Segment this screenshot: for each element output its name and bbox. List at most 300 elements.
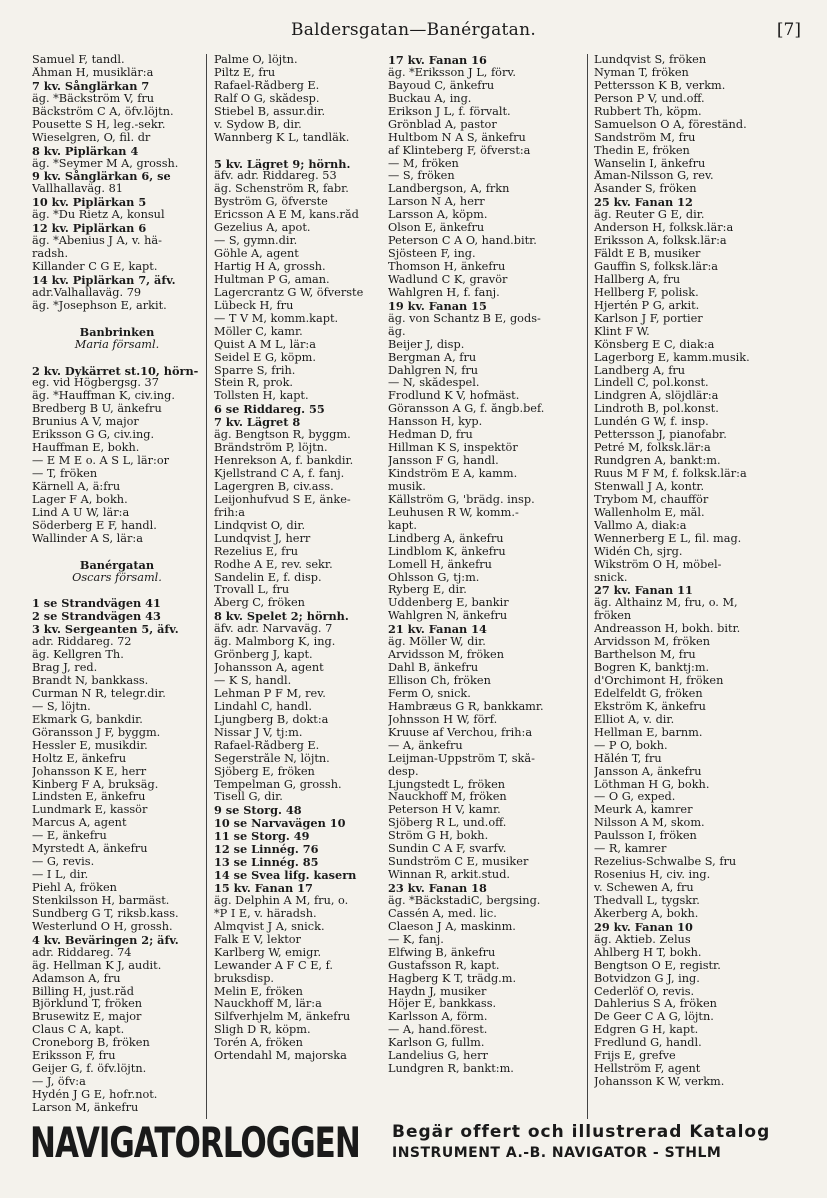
directory-entry: Widén Ch, sjrg. xyxy=(594,545,683,558)
directory-entry: Rafael-Rådberg E. xyxy=(214,739,320,752)
directory-entry: Göransson A G, f. ångb.bef. xyxy=(388,403,545,416)
directory-entry: 8 kv. Spelet 2; hörnh. xyxy=(214,610,349,624)
directory-entry: äg. *Seymer M A, grossh. xyxy=(32,157,179,170)
directory-entry: Killander C G E, kapt. xyxy=(32,261,158,273)
directory-entry: 7 kv. Lägret 8 xyxy=(214,416,301,430)
column-2 xyxy=(214,54,380,1119)
directory-entry: desp. xyxy=(388,765,419,778)
directory-entry: musik. xyxy=(388,480,426,493)
directory-entry: Wikström O H, möbel- xyxy=(594,558,722,571)
directory-entry: Pousette S H, leg.-sekr. xyxy=(32,118,166,131)
directory-entry: Claus C A, kapt. xyxy=(32,1024,125,1037)
directory-entry: Karlsson A, förm. xyxy=(388,1011,488,1024)
directory-entry: Lindroth B, pol.konst. xyxy=(594,403,719,416)
directory-entry: äg. *Abenius J A, v. hä- xyxy=(32,235,162,248)
directory-entry: kapt. xyxy=(388,519,417,532)
directory-entry: Åhman H, musiklär:a xyxy=(32,66,154,79)
directory-entry: Nauckhoff M, fröken xyxy=(388,791,507,804)
directory-entry: Ljungstedt L, fröken xyxy=(388,778,506,791)
page-number: [7] xyxy=(776,20,801,40)
directory-entry: *P I E, v. häradsh. xyxy=(214,907,317,920)
page-header xyxy=(0,20,827,50)
directory-entry: Torén A, fröken xyxy=(214,1037,303,1050)
directory-entry: Brusewitz E, major xyxy=(32,1011,142,1024)
directory-entry: 9 se Storg. 48 xyxy=(214,804,302,818)
directory-entry: Frijs E, grefve xyxy=(594,1050,676,1063)
directory-entry: snick. xyxy=(594,571,628,584)
directory-entry xyxy=(32,584,202,597)
running-title: Baldersgatan—Banérgatan. xyxy=(290,20,537,40)
directory-entry: Leijman-Uppström T, skå- xyxy=(388,752,535,765)
directory-entry: Trovall L, fru xyxy=(214,584,290,597)
directory-entry: Marcus A, agent xyxy=(32,817,127,830)
directory-entry: Rubbert Th, köpm. xyxy=(594,105,702,118)
directory-entry: Winnan R, arkit.stud. xyxy=(388,869,511,882)
directory-entry: Peterson H V, kamr. xyxy=(388,804,501,817)
directory-entry: 29 kv. Fanan 10 xyxy=(594,920,693,934)
directory-entry: äg. Möller W, dir. xyxy=(388,636,486,649)
column-divider xyxy=(206,54,207,1119)
directory-entry: Hålén T, fru xyxy=(594,752,662,765)
directory-entry: Lübeck H, fru xyxy=(214,299,294,312)
directory-entry: Westerlund O H, grossh. xyxy=(32,920,173,933)
directory-entry: Könsberg E C, diak:a xyxy=(594,338,715,351)
directory-entry: Tisell G, dir. xyxy=(214,791,283,804)
directory-entry: Byström G, öfverste xyxy=(214,196,328,209)
directory-entry: Sundin C A F, svarfv. xyxy=(388,843,507,856)
directory-entry: Botvidzon G J, ing. xyxy=(594,972,700,985)
directory-entry: Anderson H, folksk.lär:a xyxy=(594,222,734,235)
directory-entry: Piehl A, fröken xyxy=(32,882,117,894)
directory-entry: Sjöberg R L, und.off. xyxy=(388,817,507,830)
directory-entry: Ahlberg H T, bokh. xyxy=(594,946,702,959)
directory-entry: Stein R, prok. xyxy=(214,377,294,390)
directory-entry: Wieselgren, O, fil. dr xyxy=(32,131,151,144)
directory-entry: Larson M, änkefru xyxy=(32,1101,139,1114)
directory-entry: — M, fröken xyxy=(388,157,459,170)
directory-entry: Rodhe A E, rev. sekr. xyxy=(214,558,333,571)
directory-entry: Ralf O G, skådesp. xyxy=(214,92,320,105)
directory-entry: Frodlund K V, hofmäst. xyxy=(388,390,520,403)
directory-entry xyxy=(32,313,202,326)
directory-entry: Hambræus G R, bankkamr. xyxy=(388,700,544,713)
directory-entry: Meurk A, kamrer xyxy=(594,804,693,817)
directory-entry: Melin E, fröken xyxy=(214,985,303,998)
directory-entry: — A, hand.förest. xyxy=(388,1024,488,1037)
directory-entry: — S, fröken xyxy=(388,170,455,183)
directory-entry: Lundmark E, kassör xyxy=(32,804,148,817)
directory-entry: Ruus M F M, f. folksk.lär:a xyxy=(594,468,747,480)
directory-entry: Rosenius H, civ. ing. xyxy=(594,869,711,882)
directory-entry: Landberg A, fru xyxy=(594,364,686,377)
directory-entry: — P O, bokh. xyxy=(594,739,668,752)
directory-entry: 14 se Svea lifg. kasern xyxy=(214,869,357,882)
directory-entry: äfv. adr. Narvaväg. 7 xyxy=(214,623,333,636)
directory-entry: Dahl B, änkefru xyxy=(388,662,479,675)
directory-entry: Edgren G H, kapt. xyxy=(594,1024,699,1037)
directory-entry: 17 kv. Fanan 16 xyxy=(388,54,487,67)
directory-entry: Ekström K, änkefru xyxy=(594,700,706,713)
directory-entry: Brunius A V, major xyxy=(32,416,139,429)
directory-entry: 7 kv. Sånglärkan 7 xyxy=(32,79,150,93)
directory-entry: Buckau A, ing. xyxy=(388,92,472,105)
directory-entry: 10 se Narvavägen 10 xyxy=(214,817,346,831)
directory-entry: Sandström M, fru xyxy=(594,131,696,144)
directory-entry: Lomell H, änkefru xyxy=(388,558,492,571)
directory-entry: Thedin E, fröken xyxy=(594,144,690,157)
directory-entry: Almqvist J A, snick. xyxy=(214,920,325,933)
directory-entry: Eriksson A, folksk.lär:a xyxy=(594,235,727,248)
directory-entry: Vallhallaväg. 81 xyxy=(32,183,123,196)
directory-entry: Dahlerius S A, fröken xyxy=(594,998,717,1011)
column-4 xyxy=(594,54,804,1119)
directory-entry: Ericsson A E M, kans.råd xyxy=(214,209,359,222)
directory-entry: Landbergson, A, frkn xyxy=(388,183,510,196)
directory-entry: Quist A M L, lär:a xyxy=(214,338,316,351)
directory-entry: — K S, handl. xyxy=(214,675,292,687)
directory-entry: Fredlund G, handl. xyxy=(594,1037,702,1050)
directory-entry: 1 se Strandvägen 41 xyxy=(32,597,161,611)
directory-entry: Bengtson O E, registr. xyxy=(594,959,721,972)
directory-entry: 12 kv. Piplärkan 6 xyxy=(32,222,147,236)
directory-entry: Larsson A, köpm. xyxy=(388,209,488,222)
directory-entry: — T V M, komm.kapt. xyxy=(214,312,339,325)
directory-entry: Larson N A, herr xyxy=(388,196,485,209)
directory-entry: 25 kv. Fanan 12 xyxy=(594,196,693,210)
directory-entry: af Klinteberg F, öfverst:a xyxy=(388,144,531,157)
directory-entry: Kjellstrand C A, f. fanj. xyxy=(214,468,345,480)
directory-entry: — N, skådespel. xyxy=(388,377,480,390)
directory-entry: Wahlgren H, f. fanj. xyxy=(388,286,500,299)
directory-entry: Rezelius E, fru xyxy=(214,545,299,558)
directory-entry: Nilsson A M, skom. xyxy=(594,817,705,830)
directory-entry: Gustafsson R, kapt. xyxy=(388,959,500,972)
directory-entry: Ekmark G, bankdir. xyxy=(32,713,143,726)
directory-entry: 15 kv. Fanan 17 xyxy=(214,882,313,895)
directory-entry: 13 se Linnég. 85 xyxy=(214,856,319,870)
directory-entry: Nauckhoff M, lär:a xyxy=(214,998,322,1011)
directory-entry: Hartig H A, grossh. xyxy=(214,261,326,273)
directory-entry: Hillman K S, inspektör xyxy=(388,442,518,455)
directory-entry: 21 kv. Fanan 14 xyxy=(388,623,487,637)
directory-entry: 2 kv. Dykärret st.10, hörn- xyxy=(32,364,199,378)
directory-entry: Tempelman G, grossh. xyxy=(214,778,342,791)
directory-entry: Ohlsson G, tj:m. xyxy=(388,571,480,584)
directory-entry: Åman-Nilsson G, rev. xyxy=(594,170,714,183)
directory-entry: Göhle A, agent xyxy=(214,248,299,261)
directory-entry: fröken xyxy=(594,610,632,623)
directory-entry: Lindblom K, änkefru xyxy=(388,545,506,558)
directory-entry: Thomson H, änkefru xyxy=(388,261,506,273)
directory-entry: Samuel F, tandl. xyxy=(32,54,125,66)
directory-entry: — A, änkefru xyxy=(388,739,463,752)
directory-entry: äg. *BäckstadiC, bergsing. xyxy=(388,894,541,907)
directory-entry: Wanselin I, änkefru xyxy=(594,157,706,170)
directory-entry: Björklund T, fröken xyxy=(32,998,143,1011)
directory-entry: Bäckström C A, öfv.löjtn. xyxy=(32,105,174,118)
directory-entry: Höjer E, bankkass. xyxy=(388,998,497,1011)
directory-entry: Johansson A, agent xyxy=(214,662,324,675)
directory-entry: Vallmo A, diak:a xyxy=(594,519,687,532)
directory-entry: 8 kv. Piplärkan 4 xyxy=(32,144,139,158)
directory-entry: Holtz E, änkefru xyxy=(32,752,127,765)
directory-entry: Nissar J V, tj:m. xyxy=(214,726,303,739)
directory-entry: Trybom M, chaufför xyxy=(594,493,709,506)
directory-entry: Lindqvist O, dir. xyxy=(214,519,306,532)
directory-entry: — T, fröken xyxy=(32,468,98,480)
directory-entry: Hagberg K T, trädg.m. xyxy=(388,972,517,985)
directory-entry: Hallberg A, fru xyxy=(594,273,681,286)
directory-entry: Wadlund C K, gravör xyxy=(388,273,508,286)
directory-entry: Hellberg F, polisk. xyxy=(594,286,699,299)
directory-entry: Brändström P, löjtn. xyxy=(214,442,328,455)
directory-entry: v. Schewen A, fru xyxy=(594,882,694,894)
street-heading: Banbrinken xyxy=(79,325,155,339)
directory-entry: Jansson F G, handl. xyxy=(388,455,499,468)
directory-entry: Lehman P F M, rev. xyxy=(214,687,326,700)
directory-columns xyxy=(32,54,804,1119)
directory-entry: Lundqvist S, fröken xyxy=(594,54,707,66)
directory-entry: Söderberg E F, handl. xyxy=(32,519,157,532)
ad-tagline: Begär offert och illustrerad Katalog xyxy=(392,1122,771,1142)
directory-entry: d'Orchimont H, fröken xyxy=(594,675,724,687)
directory-entry: — R, kamrer xyxy=(594,843,667,856)
directory-entry: Arvidsson M, fröken xyxy=(388,649,504,662)
directory-entry: Haydn J, musiker xyxy=(388,985,487,998)
directory-entry: 6 se Riddareg. 55 xyxy=(214,403,325,417)
directory-entry: Myrstedt A, änkefru xyxy=(32,843,148,856)
directory-entry: Möller C, kamr. xyxy=(214,325,303,338)
directory-entry: — S, löjtn. xyxy=(32,700,91,713)
brand-name: NAVIGATORLOGGEN xyxy=(30,1119,360,1168)
directory-entry: Lundgren R, bankt:m. xyxy=(388,1063,514,1076)
directory-entry: äg. *Josephson E, arkit. xyxy=(32,299,167,312)
directory-entry: Rafael-Rådberg E. xyxy=(214,79,320,92)
directory-entry: Åkerberg A, bokh. xyxy=(594,907,699,920)
directory-entry: äg. Bengtson R, byggm. xyxy=(214,429,351,442)
directory-entry: Ellison Ch, fröken xyxy=(388,675,491,687)
directory-entry: Landelius G, herr xyxy=(388,1050,488,1063)
directory-entry: Elliot A, v. dir. xyxy=(594,713,675,726)
directory-entry: Rundgren A, bankt:m. xyxy=(594,455,721,468)
directory-entry: Lindell C, pol.konst. xyxy=(594,377,709,390)
directory-entry: Lindahl C, handl. xyxy=(214,700,312,713)
parish-label: Oscars församl. xyxy=(72,571,162,584)
column-divider xyxy=(587,54,588,1119)
directory-entry: Sjöberg E, fröken xyxy=(214,765,315,778)
directory-entry: Eriksson G G, civ.ing. xyxy=(32,429,155,442)
directory-entry: äg. von Schantz B E, gods- xyxy=(388,312,541,325)
directory-entry: Petré M, folksk.lär:a xyxy=(594,442,711,455)
directory-entry: Hessler E, musikdir. xyxy=(32,739,148,752)
directory-entry: Sparre S, frih. xyxy=(214,364,296,377)
directory-entry: Tollsten H, kapt. xyxy=(214,390,309,403)
directory-entry: äg. Schenström R, fabr. xyxy=(214,183,349,196)
directory-entry: 4 kv. Beväringen 2; äfv. xyxy=(32,933,179,947)
directory-entry: 11 se Storg. 49 xyxy=(214,830,310,844)
directory-entry: äg. Aktieb. Zelus xyxy=(594,933,691,946)
directory-entry: Silfverhjelm M, änkefru xyxy=(214,1011,351,1024)
directory-entry: — J, öfv:a xyxy=(32,1076,86,1089)
directory-entry: Hjertén P G, arkit. xyxy=(594,299,700,312)
directory-entry: Jansson A, änkefru xyxy=(594,765,702,778)
directory-entry: Paulsson I, fröken xyxy=(594,830,697,843)
directory-entry: — E, änkefru xyxy=(32,830,107,843)
directory-entry: Elfwing B, änkefru xyxy=(388,946,496,959)
directory-entry: Cederlöf O, revis. xyxy=(594,985,695,998)
directory-entry: Sligh D R, köpm. xyxy=(214,1024,311,1037)
directory-entry: Seidel E G, köpm. xyxy=(214,351,316,364)
directory-entry: Erikson J L, f. förvalt. xyxy=(388,105,511,118)
directory-entry: Ljungberg B, dokt:a xyxy=(214,713,329,726)
directory-entry: Olson E, änkefru xyxy=(388,222,485,235)
directory-entry: Källström G, 'brädg. insp. xyxy=(388,493,535,506)
directory-entry: Beijer J, disp. xyxy=(388,338,465,351)
directory-entry: Claeson J A, maskinm. xyxy=(388,920,516,933)
directory-entry: Rezelius-Schwalbe S, fru xyxy=(594,856,737,869)
directory-entry: Lundén G W, f. insp. xyxy=(594,416,709,429)
directory-entry: Palme O, löjtn. xyxy=(214,54,298,66)
directory-entry: Nyman T, fröken xyxy=(594,66,689,79)
parish-label: Maria församl. xyxy=(74,338,160,351)
directory-entry: Johansson K E, herr xyxy=(32,765,147,778)
directory-entry: — I L, dir. xyxy=(32,869,89,882)
directory-entry: äg. Kellgren Th. xyxy=(32,649,124,662)
directory-entry: Hultman P G, aman. xyxy=(214,273,330,286)
directory-entry: adr. Riddareg. 74 xyxy=(32,946,132,959)
directory-entry: Hellström F, agent xyxy=(594,1063,701,1076)
directory-entry: Åsander S, fröken xyxy=(594,183,697,196)
directory-entry: Åberg C, fröken xyxy=(214,597,305,610)
directory-entry: Sandelin E, f. disp. xyxy=(214,571,322,584)
directory-entry: Lager F A, bokh. xyxy=(32,493,128,506)
directory-entry: Stiebel B, assur.dir. xyxy=(214,105,326,118)
directory-entry: Edelfeldt G, fröken xyxy=(594,687,703,700)
directory-entry: Grönberg J, kapt. xyxy=(214,649,313,662)
directory-entry: frih:a xyxy=(214,506,246,519)
directory-entry: De Geer C A G, löjtn. xyxy=(594,1011,714,1024)
directory-entry: Falk E V, lektor xyxy=(214,933,301,946)
directory-entry: Brandt N, bankkass. xyxy=(32,675,149,687)
directory-entry: Grönblad A, pastor xyxy=(388,118,497,131)
directory-entry: Stenwall J A, kontr. xyxy=(594,480,705,493)
column-3 xyxy=(388,54,584,1119)
directory-entry: Lindgren A, slöjdlär:a xyxy=(594,390,719,403)
directory-entry: 9 kv. Sånglärkan 6, se xyxy=(32,170,171,184)
directory-entry: Kinberg F A, bruksäg. xyxy=(32,778,159,791)
directory-entry: Dahlgren N, fru xyxy=(388,364,479,377)
directory-entry: äg. *Du Rietz A, konsul xyxy=(32,209,165,222)
directory-entry: 10 kv. Piplärkan 5 xyxy=(32,196,147,210)
directory-entry: — K, fanj. xyxy=(388,933,444,946)
directory-entry: 23 kv. Fanan 18 xyxy=(388,882,487,895)
directory-entry: äg. *Eriksson J L, förv. xyxy=(388,66,516,79)
directory-entry: Uddenberg E, bankir xyxy=(388,597,509,610)
directory-entry: eg. vid Högbergsg. 37 xyxy=(32,377,159,390)
directory-entry: 3 kv. Sergeanten 5, äfv. xyxy=(32,623,179,637)
directory-entry: Peterson C A O, hand.bitr. xyxy=(388,235,537,248)
directory-entry: Segerstråle N, löjtn. xyxy=(214,752,330,765)
directory-entry: — E M E o. A S L, lär:or xyxy=(32,455,170,468)
directory-entry: Cassén A, med. lic. xyxy=(388,907,497,920)
directory-entry: Leuhusen R W, komm.- xyxy=(388,506,519,519)
directory-entry: Ferm O, snick. xyxy=(388,687,471,700)
directory-entry: Curman N R, telegr.dir. xyxy=(32,687,166,700)
directory-entry: Bergman A, fru xyxy=(388,351,477,364)
directory-entry: Karlberg W, emigr. xyxy=(214,946,322,959)
directory-entry: Karlson G, fullm. xyxy=(388,1037,485,1050)
directory-entry: äg. Malmborg K, ing. xyxy=(214,636,336,649)
directory-entry: Leijonhufvud S E, änke- xyxy=(214,493,351,506)
directory-entry: äg. *Hauffman K, civ.ing. xyxy=(32,390,175,403)
directory-entry: 12 se Linnég. 76 xyxy=(214,843,319,857)
directory-entry: adr. Riddareg. 72 xyxy=(32,636,132,649)
directory-entry: bruksdisp. xyxy=(214,972,275,985)
directory-entry: Ström G H, bokh. xyxy=(388,830,489,843)
directory-entry: Göransson J F, byggm. xyxy=(32,726,161,739)
directory-entry: Bogren K, banktj:m. xyxy=(594,662,710,675)
directory-entry: äg. Hellman K J, audit. xyxy=(32,959,162,972)
directory-entry: Adamson A, fru xyxy=(32,972,121,985)
directory-entry: Pettersson J, pianofabr. xyxy=(594,429,727,442)
directory-entry: Lewander A F C E, f. xyxy=(214,959,333,972)
directory-entry: Kindström E A, kamm. xyxy=(388,468,518,480)
directory-entry: Thedvall L, tygskr. xyxy=(594,894,700,907)
directory-entry: Samuelson O A, föreständ. xyxy=(594,118,747,131)
directory-entry: Wallenholm E, mål. xyxy=(594,506,705,519)
directory-entry: Lind A U W, lär:a xyxy=(32,506,130,519)
directory-entry: Lindsten E, änkefru xyxy=(32,791,146,804)
directory-entry xyxy=(32,352,202,365)
directory-entry: Barthelson M, fru xyxy=(594,649,696,662)
directory-entry: Kärnell A, ä:fru xyxy=(32,480,121,493)
directory-entry: radsh. xyxy=(32,248,69,261)
directory-entry: Gezelius A, apot. xyxy=(214,222,311,235)
directory-entry: Wannberg K L, tandläk. xyxy=(214,131,350,144)
directory-entry: — O G, exped. xyxy=(594,791,676,804)
directory-entry: Lagerborg E, kamm.musik. xyxy=(594,351,750,364)
directory-entry: Hedman D, fru xyxy=(388,429,473,442)
directory-entry: Billing H, just.råd xyxy=(32,985,134,998)
directory-entry: Löthman H G, bokh. xyxy=(594,778,710,791)
directory-entry: Örtendahl M, majorska xyxy=(214,1050,347,1063)
directory-entry: äg. *Bäckström V, fru xyxy=(32,92,155,105)
directory-entry: Johnsson H W, förf. xyxy=(388,713,498,726)
directory-entry: Stenkilsson H, barmäst. xyxy=(32,894,170,907)
directory-entry: Pettersson K B, verkm. xyxy=(594,79,726,92)
directory-entry: äg. xyxy=(388,325,406,338)
directory-entry: Wahlgren N, änkefru xyxy=(388,610,508,623)
directory-entry: Brag J, red. xyxy=(32,662,98,675)
directory-entry: Bayoud C, änkefru xyxy=(388,79,495,92)
directory-entry: Lundqvist J, herr xyxy=(214,532,311,545)
directory-entry: 27 kv. Fanan 11 xyxy=(594,584,693,598)
directory-entry: Hydén J G E, hofr.not. xyxy=(32,1089,158,1101)
directory-entry: 2 se Strandvägen 43 xyxy=(32,610,161,624)
directory-entry: adr.Valhallaväg. 79 xyxy=(32,286,142,299)
directory-entry: 5 kv. Lägret 9; hörnh. xyxy=(214,157,351,171)
directory-entry: Croneborg B, fröken xyxy=(32,1037,150,1050)
advertisement xyxy=(30,1119,800,1168)
directory-entry: äg. Delphin A M, fru, o. xyxy=(214,894,349,907)
directory-entry: Gauffin S, folksk.lär:a xyxy=(594,261,719,273)
directory-entry: Wallinder A S, lär:a xyxy=(32,532,143,545)
directory-entry: Geijer G, f. öfv.löjtn. xyxy=(32,1063,147,1076)
directory-entry: 19 kv. Fanan 15 xyxy=(388,299,487,313)
directory-entry xyxy=(214,145,380,158)
directory-entry: — G, revis. xyxy=(32,856,95,869)
directory-entry: äg. Althainz M, fru, o. M, xyxy=(594,597,738,610)
